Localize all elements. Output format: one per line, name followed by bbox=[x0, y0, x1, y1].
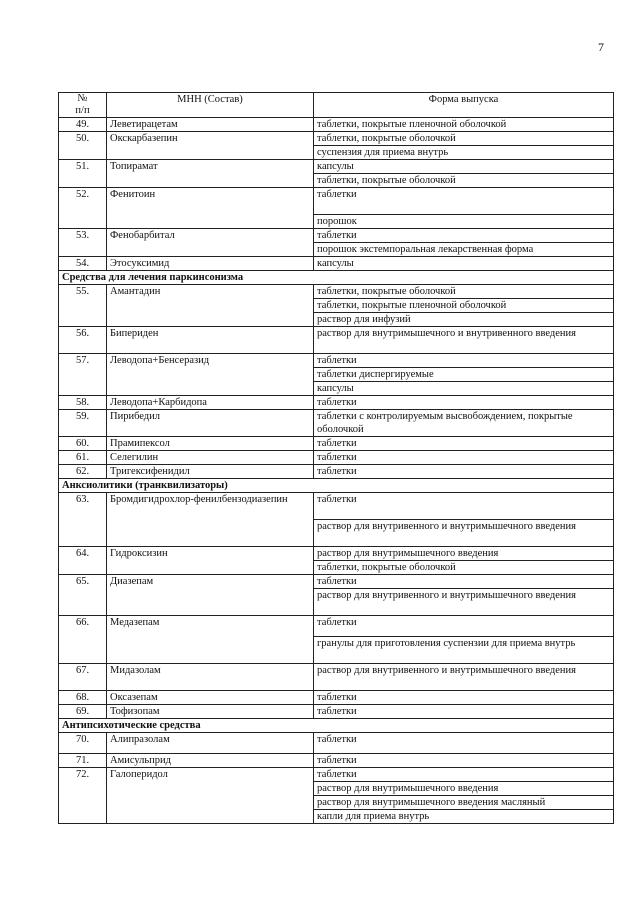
inn-name: Тригексифенидил bbox=[107, 465, 314, 479]
table-row bbox=[59, 705, 614, 719]
inn-name: Диазепам bbox=[107, 575, 314, 616]
section-title: Средства для лечения паркинсонизма bbox=[59, 271, 614, 285]
page-number: 7 bbox=[598, 40, 604, 54]
section-title: Антипсихотические средства bbox=[59, 719, 614, 733]
inn-name: Селегилин bbox=[107, 451, 314, 465]
release-form: раствор для внутримышечного введения bbox=[314, 547, 614, 561]
release-form: таблетки bbox=[314, 493, 614, 520]
row-number: 68. bbox=[59, 691, 107, 705]
inn-name: Леводопа+Карбидопа bbox=[107, 396, 314, 410]
inn-name: Окскарбазепин bbox=[107, 132, 314, 160]
release-form: таблетки bbox=[314, 705, 614, 719]
table-row bbox=[59, 410, 614, 437]
row-number: 65. bbox=[59, 575, 107, 616]
table-row bbox=[59, 451, 614, 465]
row-number: 62. bbox=[59, 465, 107, 479]
inn-name: Пирибедил bbox=[107, 410, 314, 437]
table-row bbox=[59, 118, 614, 132]
release-form: таблетки bbox=[314, 691, 614, 705]
row-number: 60. bbox=[59, 437, 107, 451]
row-number: 66. bbox=[59, 616, 107, 664]
table-row bbox=[59, 547, 614, 561]
table-row bbox=[59, 229, 614, 243]
row-number: 56. bbox=[59, 327, 107, 354]
release-form: раствор для внутривенного и внутримышечного введения bbox=[314, 664, 614, 691]
inn-name: Фенитоин bbox=[107, 188, 314, 229]
release-form: таблетки с контролируемым высвобождением, покрытые оболочкой bbox=[314, 410, 614, 437]
row-number: 51. bbox=[59, 160, 107, 188]
release-form: таблетки bbox=[314, 188, 614, 215]
inn-name: Оксазепам bbox=[107, 691, 314, 705]
table-row bbox=[59, 354, 614, 368]
release-form: раствор для внутривенного и внутримышечного введения bbox=[314, 589, 614, 616]
row-number: 59. bbox=[59, 410, 107, 437]
table-row bbox=[59, 616, 614, 637]
table-row bbox=[59, 160, 614, 174]
release-form: гранулы для приготовления суспензии для приема внутрь bbox=[314, 637, 614, 664]
release-form: порошок экстемпоральная лекарственная форма bbox=[314, 243, 614, 257]
release-form: капсулы bbox=[314, 160, 614, 174]
inn-name: Прамипексол bbox=[107, 437, 314, 451]
release-form: капсулы bbox=[314, 257, 614, 271]
row-number: 63. bbox=[59, 493, 107, 547]
header-number-line1: № bbox=[77, 93, 88, 104]
row-number: 64. bbox=[59, 547, 107, 575]
release-form: таблетки, покрытые оболочкой bbox=[314, 561, 614, 575]
table-row bbox=[59, 285, 614, 299]
table-row bbox=[59, 768, 614, 782]
table-row bbox=[59, 437, 614, 451]
row-number: 50. bbox=[59, 132, 107, 160]
inn-name: Бромдигидрохлор-фенилбензодиазепин bbox=[107, 493, 314, 547]
inn-name: Леводопа+Бенсеразид bbox=[107, 354, 314, 396]
inn-name: Алипразолам bbox=[107, 733, 314, 754]
release-form: раствор для внутривенного и внутримышечного введения bbox=[314, 520, 614, 547]
row-number: 61. bbox=[59, 451, 107, 465]
release-form: таблетки диспергируемые bbox=[314, 368, 614, 382]
row-number: 58. bbox=[59, 396, 107, 410]
row-number: 49. bbox=[59, 118, 107, 132]
table-row bbox=[59, 575, 614, 589]
release-form: таблетки bbox=[314, 768, 614, 782]
table-row bbox=[59, 493, 614, 520]
row-number: 54. bbox=[59, 257, 107, 271]
inn-name: Амантадин bbox=[107, 285, 314, 327]
table-row bbox=[59, 733, 614, 754]
inn-name: Бипериден bbox=[107, 327, 314, 354]
table-row bbox=[59, 465, 614, 479]
release-form: капли для приема внутрь bbox=[314, 810, 614, 824]
inn-name: Амисульприд bbox=[107, 754, 314, 768]
release-form: таблетки bbox=[314, 465, 614, 479]
section-row bbox=[59, 719, 614, 733]
inn-name: Топирамат bbox=[107, 160, 314, 188]
release-form: таблетки bbox=[314, 437, 614, 451]
release-form: таблетки, покрытые оболочкой bbox=[314, 174, 614, 188]
row-number: 72. bbox=[59, 768, 107, 824]
header-inn: МНН (Состав) bbox=[107, 93, 314, 118]
release-form: таблетки, покрытые пленочной оболочкой bbox=[314, 118, 614, 132]
release-form: суспензия для приема внутрь bbox=[314, 146, 614, 160]
release-form: таблетки bbox=[314, 229, 614, 243]
release-form: таблетки, покрытые пленочной оболочкой bbox=[314, 299, 614, 313]
release-form: раствор для инфузий bbox=[314, 313, 614, 327]
release-form: таблетки bbox=[314, 396, 614, 410]
release-form: порошок bbox=[314, 215, 614, 229]
inn-name: Мидазолам bbox=[107, 664, 314, 691]
release-form: таблетки bbox=[314, 733, 614, 754]
table-row bbox=[59, 396, 614, 410]
section-row bbox=[59, 271, 614, 285]
table-header-row bbox=[59, 93, 614, 118]
release-form: таблетки bbox=[314, 451, 614, 465]
row-number: 52. bbox=[59, 188, 107, 229]
table-body bbox=[59, 118, 614, 824]
section-title: Анксиолитики (транквилизаторы) bbox=[59, 479, 614, 493]
release-form: таблетки bbox=[314, 575, 614, 589]
table-row bbox=[59, 132, 614, 146]
table-row bbox=[59, 188, 614, 215]
release-form: раствор для внутримышечного введения масляный bbox=[314, 796, 614, 810]
release-form: раствор для внутримышечного и внутривенного введения bbox=[314, 327, 614, 354]
inn-name: Леветирацетам bbox=[107, 118, 314, 132]
release-form: раствор для внутримышечного введения bbox=[314, 782, 614, 796]
release-form: таблетки, покрытые оболочкой bbox=[314, 132, 614, 146]
row-number: 69. bbox=[59, 705, 107, 719]
table-row bbox=[59, 664, 614, 691]
table-row bbox=[59, 691, 614, 705]
row-number: 71. bbox=[59, 754, 107, 768]
inn-name: Этосуксимид bbox=[107, 257, 314, 271]
inn-name: Медазепам bbox=[107, 616, 314, 664]
row-number: 55. bbox=[59, 285, 107, 327]
row-number: 53. bbox=[59, 229, 107, 257]
release-form: таблетки, покрытые оболочкой bbox=[314, 285, 614, 299]
inn-name: Гидроксизин bbox=[107, 547, 314, 575]
table-row bbox=[59, 754, 614, 768]
row-number: 70. bbox=[59, 733, 107, 754]
section-row bbox=[59, 479, 614, 493]
inn-name: Галоперидол bbox=[107, 768, 314, 824]
release-form: капсулы bbox=[314, 382, 614, 396]
header-form: Форма выпуска bbox=[314, 93, 614, 118]
inn-name: Фенобарбитал bbox=[107, 229, 314, 257]
inn-name: Тофизопам bbox=[107, 705, 314, 719]
header-number-line2: п/п bbox=[75, 105, 90, 116]
row-number: 67. bbox=[59, 664, 107, 691]
table-row bbox=[59, 327, 614, 354]
release-form: таблетки bbox=[314, 754, 614, 768]
release-form: таблетки bbox=[314, 616, 614, 637]
release-form: таблетки bbox=[314, 354, 614, 368]
header-number bbox=[59, 93, 107, 118]
medication-table bbox=[58, 92, 614, 824]
row-number: 57. bbox=[59, 354, 107, 396]
table-row bbox=[59, 257, 614, 271]
